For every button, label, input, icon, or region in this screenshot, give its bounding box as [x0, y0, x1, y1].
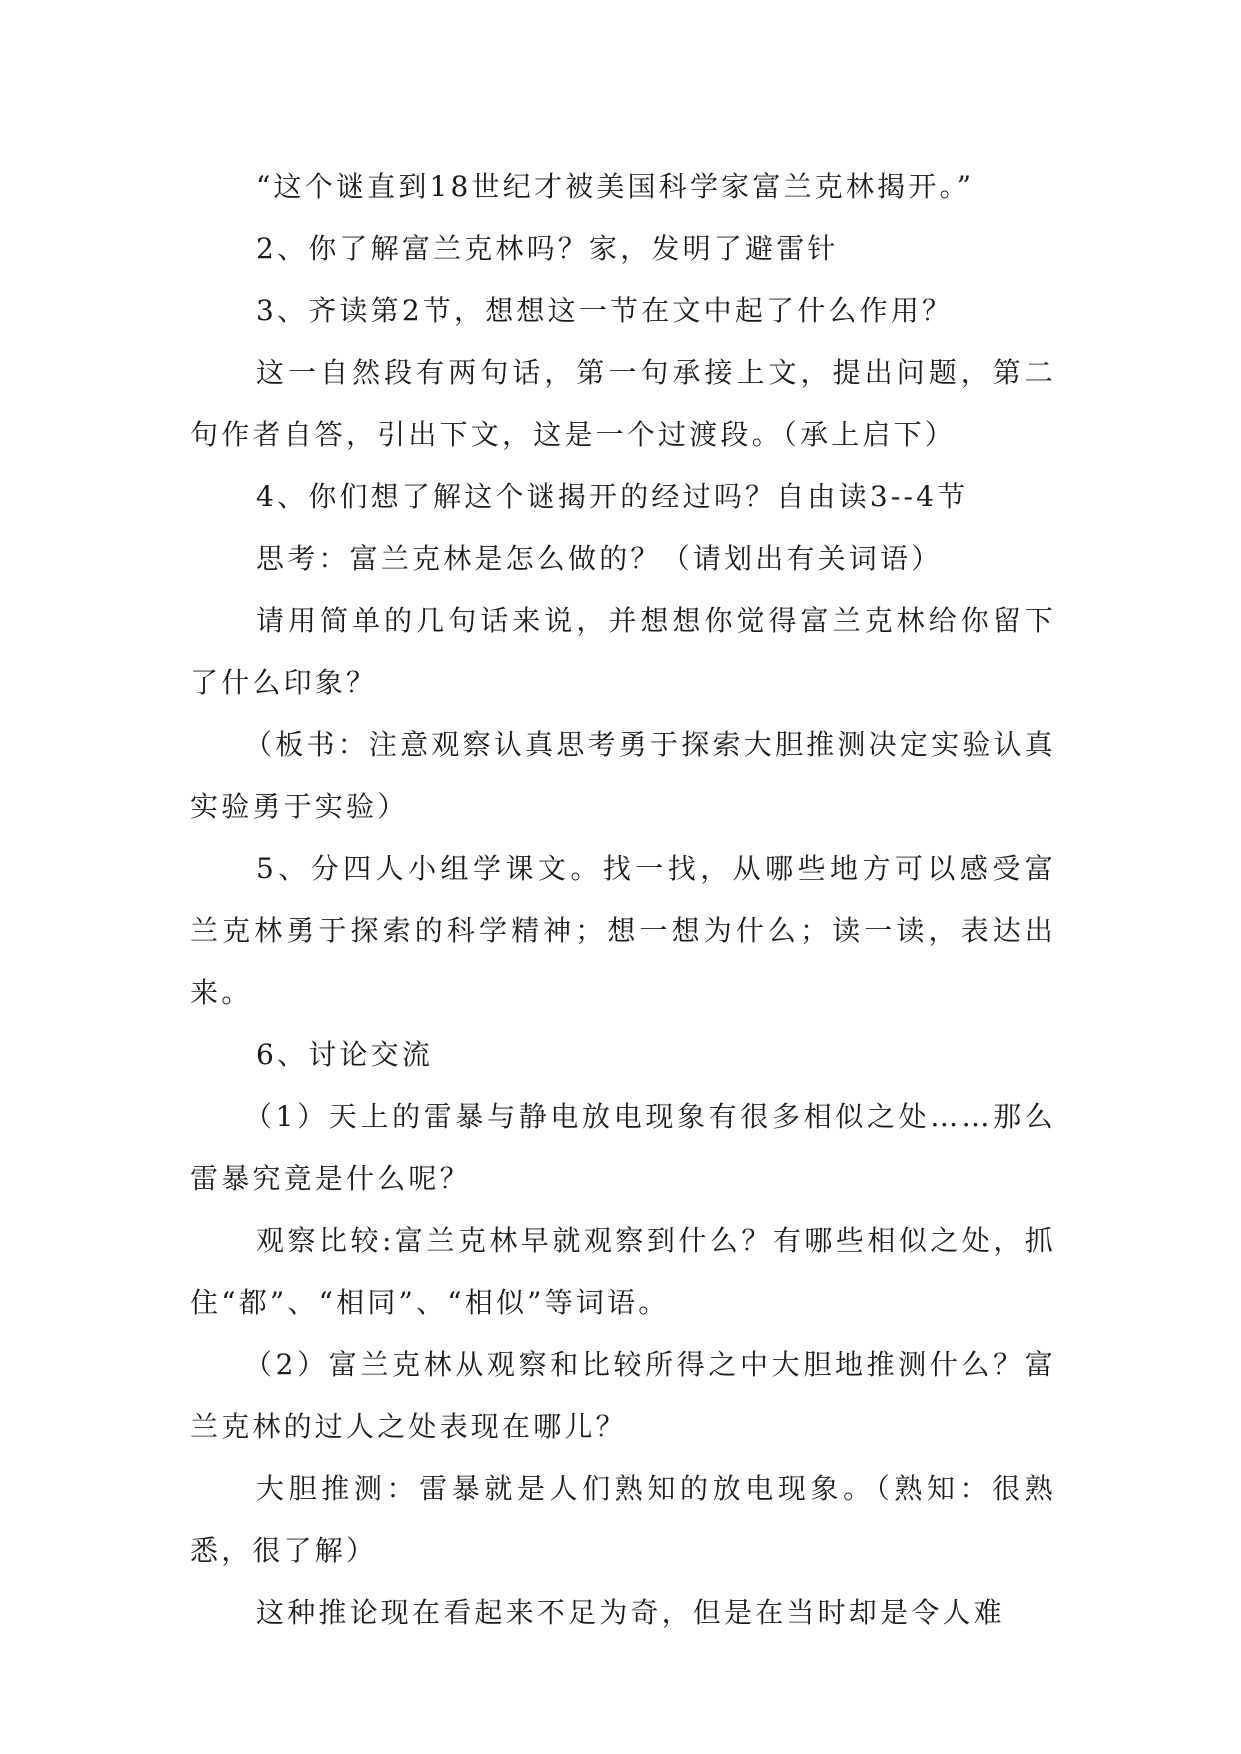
paragraph-4: 这一自然段有两句话，第一句承接上文，提出问题，第二句作者自答，引出下文，这是一个过渡段。（承上启下） [190, 356, 1056, 451]
paragraph-13: （2）富兰克林从观察和比较所得之中大胆地推测什么？富兰克林的过人之处表现在哪儿？ [190, 1348, 1056, 1443]
paragraph-9: 5、分四人小组学课文。找一找，从哪些地方可以感受富兰克林勇于探索的科学精神；想一想为什么；读一读，表达出来。 [190, 852, 1056, 1009]
paragraph-2: 2、你了解富兰克林吗？家，发明了避雷针 [256, 232, 839, 265]
paragraph-14: 大胆推测：雷暴就是人们熟知的放电现象。（熟知：很熟悉，很了解） [190, 1472, 1056, 1567]
paragraph-1: “这个谜直到18世纪才被美国科学家富兰克林揭开。” [256, 170, 975, 203]
document-body [190, 156, 1056, 1644]
paragraph-6: 思考：富兰克林是怎么做的？（请划出有关词语） [256, 542, 943, 575]
paragraph-12: 观察比较:富兰克林早就观察到什么？有哪些相似之处，抓住“都”、“相同”、“相似”等词语。 [190, 1224, 1056, 1319]
paragraph-5: 4、你们想了解这个谜揭开的经过吗？自由读3--4节 [256, 480, 969, 513]
paragraph-11: （1）天上的雷暴与静电放电现象有很多相似之处……那么雷暴究竟是什么呢？ [190, 1100, 1056, 1195]
paragraph-15: 这种推论现在看起来不足为奇，但是在当时却是令人难 [256, 1596, 1005, 1629]
paragraph-10: 6、讨论交流 [256, 1038, 434, 1071]
paragraph-7: 请用简单的几句话来说，并想想你觉得富兰克林给你留下了什么印象？ [190, 604, 1056, 699]
paragraph-8: （板书：注意观察认真思考勇于探索大胆推测决定实验认真实验勇于实验） [190, 728, 1056, 823]
paragraph-3: 3、齐读第2节，想想这一节在文中起了什么作用？ [256, 294, 954, 327]
